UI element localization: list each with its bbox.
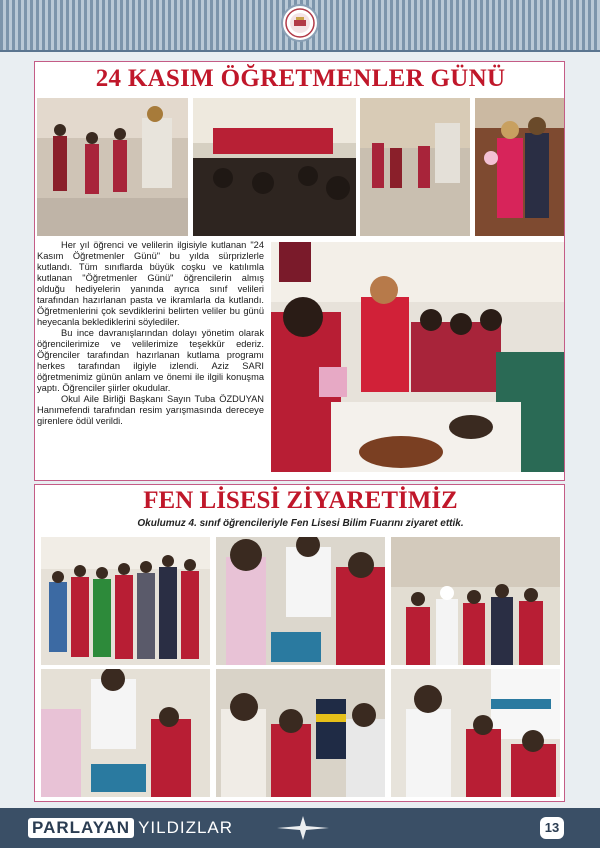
science-visit-subtitle: Okulumuz 4. sınıf öğrencileriyle Fen Lisesi Bilim Fuarını ziyaret ettik. bbox=[137, 518, 464, 529]
teachers-day-body bbox=[37, 240, 264, 427]
teachers-day-title: 24 KASIM ÖĞRETMENLER GÜNÜ bbox=[95, 65, 506, 92]
brand-word-parlayan: PARLAYAN bbox=[28, 818, 134, 838]
science-visit-title: FEN LİSESİ ZİYARETİMİZ bbox=[143, 487, 458, 514]
photo-teacher-with-students-cake bbox=[271, 242, 564, 472]
photo-group-students-hall bbox=[41, 537, 210, 665]
photo-students-exhibit-room bbox=[391, 537, 560, 665]
photo-children-board-game bbox=[41, 669, 210, 797]
teachers-day-paragraph: Her yıl öğrenci ve velilerin ilgisiyle kutlanan "24 Kasım Öğretmenler Günü" bu yılda sürprizlerle kutlandı. Tüm sınıflarda büyük coşku ve katılımla kutlanan "Öğretmenler Günü" öğrencilerin almış olduğu hediyelerin yanında ayrıca sınıf velileri tarafından hazırlanan pasta ve ikramlarla da kutlandı. Öğretmenlerini çok sevdiklerini belirten veliler bu günü heyecanla beklediklerini söylediler. bbox=[37, 240, 264, 327]
photo-ceremony-crowd bbox=[193, 98, 356, 236]
photo-students-reciting bbox=[37, 98, 188, 236]
photo-chess-demo bbox=[216, 537, 385, 665]
brand-word-yildizlar: YILDIZLAR bbox=[138, 818, 234, 837]
teachers-day-paragraph: Okul Aile Birliği Başkanı Sayın Tuba ÖZDUYAN Hanımefendi tarafından resim yarışmasında dereceye girenlere ödül verildi. bbox=[37, 394, 264, 426]
photo-students-courtyard bbox=[360, 98, 470, 236]
header-stripes bbox=[0, 0, 600, 52]
school-logo bbox=[281, 4, 319, 42]
photo-math-poster-students bbox=[391, 669, 560, 797]
star-sparkle-icon bbox=[275, 814, 331, 842]
science-school-visit-article bbox=[34, 484, 565, 802]
teachers-day-paragraph: Bu ince davranışlarından dolayı yönetim olarak öğrencilerimize ve velilerimize teşekkür ederiz. Öğrenciler tarafından hazırlanan kutlama programı herkes tarafından ilgiyle izlendi. Aziz SARI öğretmenimiz günün anlam ve önemi ile ilgili konuşma yaptı. Öğrenciler şiirler okudular. bbox=[37, 328, 264, 393]
photo-teachers-flowers bbox=[475, 98, 564, 236]
page-number: 13 bbox=[540, 817, 564, 839]
magazine-brand bbox=[28, 817, 233, 839]
teachers-day-article bbox=[34, 61, 565, 481]
footer-bar bbox=[0, 808, 600, 848]
photo-students-around-table bbox=[216, 669, 385, 797]
